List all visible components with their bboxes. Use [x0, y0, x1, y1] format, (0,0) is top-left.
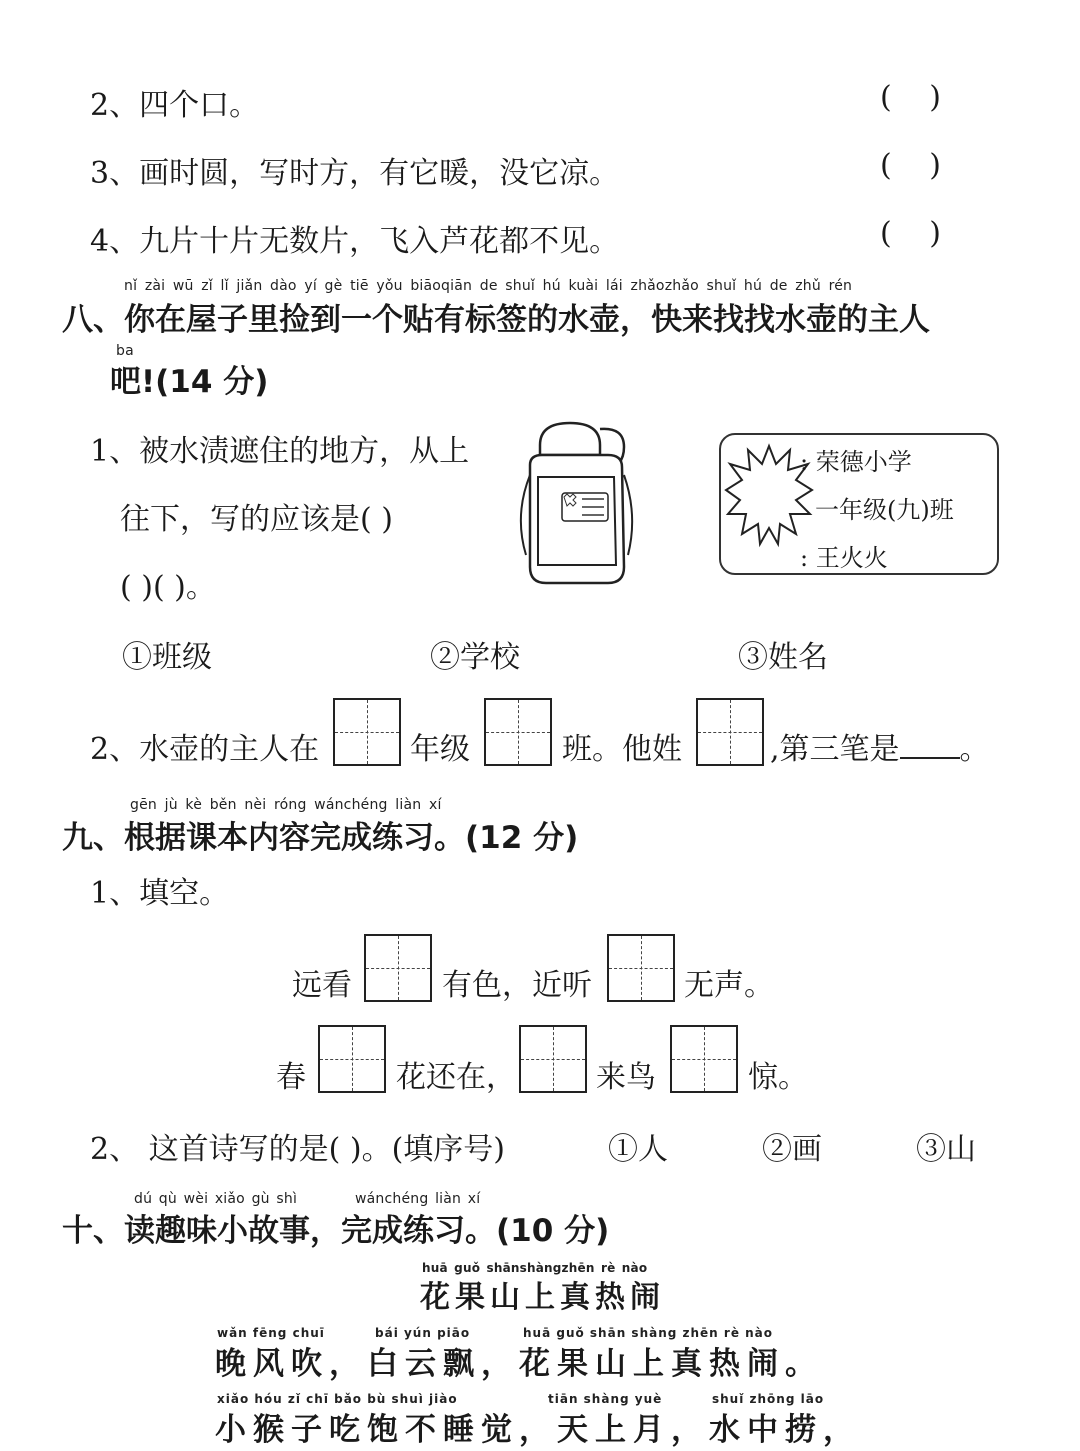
s8-q2-part-a: 2、水壶的主人在 [90, 732, 320, 767]
third-stroke-blank[interactable] [900, 733, 960, 759]
s8-option-2: ②学校 [430, 640, 520, 675]
poem1-part-a: 远看 [292, 968, 352, 1003]
story-line2-pinyin-b: tiān shàng yuè [548, 1392, 663, 1406]
grade-writing-box[interactable] [333, 698, 401, 766]
answer-paren-4[interactable]: ( ) [880, 216, 955, 251]
s9-option-3: ③山 [916, 1132, 976, 1167]
s8-option-3: ③姓名 [738, 640, 828, 675]
s9-fill-label: 1、填空。 [90, 876, 230, 911]
s8-q2-part-c: 班。他姓 [562, 732, 682, 767]
section8-pinyin: nǐ zài wū zǐ lǐ jiǎn dào yí gè tiē yǒu biāoqiān de shuǐ hú kuài lái zhǎozhǎo shuǐ hú de zhǔ rén [124, 278, 853, 294]
poem2-part-b: 花还在， [396, 1060, 516, 1095]
poem-writing-box-1[interactable] [364, 934, 432, 1002]
story-line1: 晚风吹，白云飘，花果山上真热闹。 [215, 1346, 823, 1382]
section8-title: 八、你在屋子里捡到一个贴有标签的水壶，快来找找水壶的主人 [62, 302, 930, 338]
poem2-part-c: 来鸟 [596, 1060, 656, 1095]
s8-q2-part-d-text: ,第三笔是 [770, 732, 900, 767]
section8-pinyin-ba: ba [116, 343, 134, 359]
class-writing-box[interactable] [484, 698, 552, 766]
s9-q2: 2、 这首诗写的是( )。(填序号) [90, 1132, 505, 1167]
s8-option-1: ①班级 [122, 640, 212, 675]
poem-writing-box-4[interactable] [519, 1025, 587, 1093]
answer-paren-3[interactable]: ( ) [880, 148, 955, 183]
story-line1-pinyin-c: huā guǒ shān shàng zhēn rè nào [523, 1326, 774, 1340]
story-line1-pinyin-a: wǎn fēng chuī [217, 1326, 325, 1340]
label-class: 一年级(九)班 [815, 496, 954, 524]
s8-q2-part-d [770, 724, 990, 768]
s8-q2-part-b: 年级 [410, 732, 470, 767]
s9-option-2: ②画 [762, 1132, 822, 1167]
section8-title-cont: 吧!(14 分) [110, 364, 269, 400]
thermos-illustration [512, 415, 642, 590]
section10-title: 十、读趣味小故事，完成练习。(10 分) [62, 1213, 610, 1249]
answer-paren-2[interactable]: ( ) [880, 80, 955, 115]
section9-title: 九、根据课本内容完成练习。(12 分) [62, 820, 579, 856]
story-line2-pinyin-a: xiǎo hóu zǐ chī bǎo bù shuì jiào [217, 1392, 458, 1406]
poem2-part-d: 惊。 [748, 1060, 808, 1095]
poem-writing-box-5[interactable] [670, 1025, 738, 1093]
section9-pinyin: gēn jù kè běn nèi róng wánchéng liàn xí [130, 797, 442, 813]
s8-q2-end: 。 [959, 732, 990, 767]
riddle-3: 3、画时圆，写时方，有它暖，没它凉。 [90, 156, 620, 191]
story-line2-pinyin-c: shuǐ zhōng lāo [712, 1392, 825, 1406]
riddle-2: 2、四个口。 [90, 88, 260, 123]
s8-q1-line2: 往下，写的应该是( ) [120, 502, 393, 537]
poem1-part-c: 无声。 [684, 968, 774, 1003]
s8-q1-line3: ( )( )。 [120, 570, 216, 605]
section10-pinyin-a: dú qù wèi xiǎo gù shì [134, 1191, 298, 1207]
story-line1-pinyin-b: bái yún piāo [375, 1326, 471, 1340]
label-name: : 王火火 [800, 544, 888, 572]
story-line2: 小猴子吃饱不睡觉，天上月，水中捞， [215, 1412, 861, 1448]
s9-option-1: ①人 [608, 1132, 668, 1167]
riddle-4: 4、九片十片无数片，飞入芦花都不见。 [90, 224, 620, 259]
story-title-pinyin: huā guǒ shānshàngzhēn rè nào [422, 1261, 648, 1275]
section10-pinyin-b: wánchéng liàn xí [355, 1191, 481, 1207]
surname-writing-box[interactable] [696, 698, 764, 766]
story-title: 花果山上真热闹 [420, 1280, 665, 1315]
label-school: : 荣德小学 [800, 448, 912, 476]
poem-writing-box-2[interactable] [607, 934, 675, 1002]
s8-q1-line1: 1、被水渍遮住的地方，从上 [90, 434, 470, 469]
poem-writing-box-3[interactable] [318, 1025, 386, 1093]
poem1-part-b: 有色，近听 [442, 968, 592, 1003]
poem2-part-a: 春 [276, 1060, 306, 1095]
